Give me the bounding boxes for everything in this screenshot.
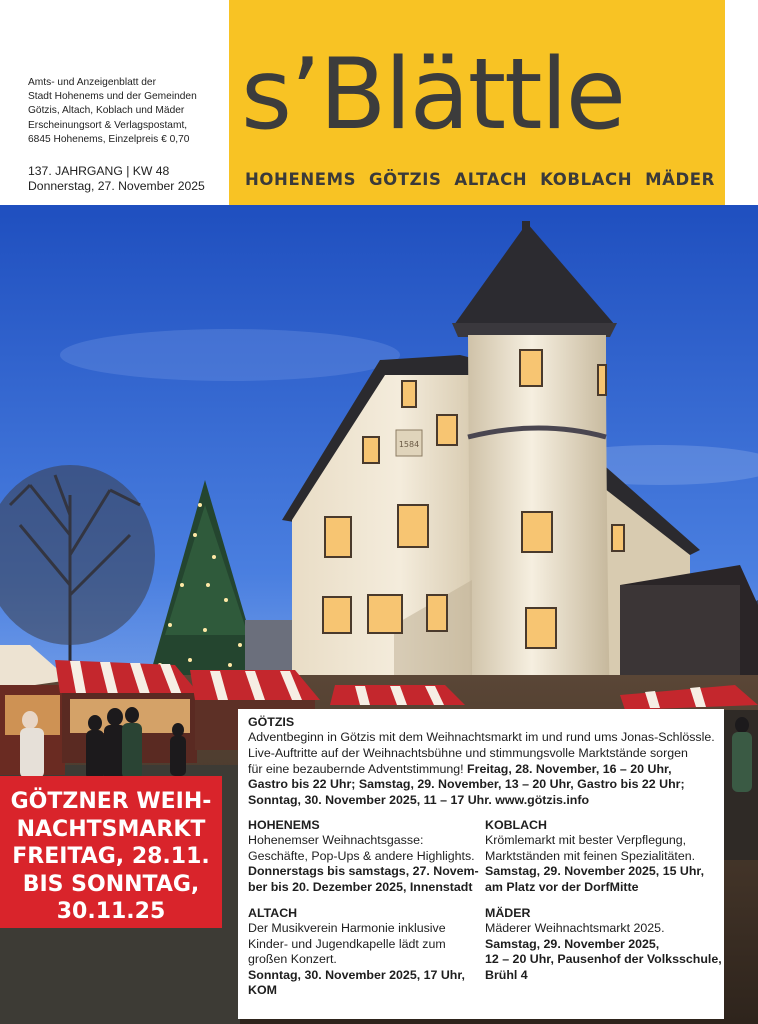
imprint-line: Stadt Hohenems und der Gemeinden: [28, 91, 197, 103]
section-text: Mäderer Weihnachtsmarkt 2025.: [485, 921, 665, 935]
promo-box: [0, 776, 222, 928]
promo-line: GÖTZNER WEIH-: [10, 789, 212, 814]
section-dates: Sonntag, 30. November 2025, 17 Uhr,: [248, 967, 465, 982]
issue-volume: 137. JAHRGANG | KW 48: [28, 164, 170, 178]
section-text: Live-Auftritte auf der Weihnachtsbühne und stimmungsvolle Marktstände sorgen: [248, 745, 688, 760]
imprint-line: Erscheinungsort & Verlagspostamt,: [28, 119, 188, 131]
section-dates: Brühl 4: [485, 967, 528, 982]
masthead-towns: [245, 170, 715, 189]
section-heading: MÄDER: [485, 906, 531, 920]
masthead-banner: [229, 0, 725, 216]
promo-line: 30.11.25: [56, 899, 166, 924]
masthead-title: s’Blättle: [241, 38, 625, 152]
town-koblach: KOBLACH: [540, 170, 633, 189]
town-altach: ALTACH: [454, 170, 528, 189]
section-heading: GÖTZIS: [248, 715, 295, 729]
section-text: Krömlemarkt mit bester Verpflegung,: [485, 833, 687, 847]
section-dates: am Platz vor der DorfMitte: [485, 879, 639, 894]
section-dates: KOM: [248, 983, 277, 998]
cloud: [60, 329, 400, 381]
section-hohenems: [248, 818, 480, 895]
section-text-part: für eine bezaubernde Adventstimmung!: [248, 761, 468, 776]
section-maeder: [485, 906, 722, 983]
section-text: Hohenemser Weihnachtsgasse:: [248, 833, 424, 847]
section-dates: Sonntag, 30. November 2025, 11 – 17 Uhr. www.götzis.info: [248, 793, 590, 808]
issue-date: Donnerstag, 27. November 2025: [28, 179, 205, 194]
event-info-panel: [238, 709, 724, 1019]
section-text: Kinder- und Jugendkapelle lädt zum: [248, 936, 446, 951]
section-dates: Samstag, 29. November 2025,: [485, 936, 660, 951]
section-dates: 12 – 20 Uhr, Pausenhof der Volksschule,: [485, 952, 722, 967]
promo-line: NACHTSMARKT: [16, 816, 206, 842]
section-dates: ber bis 20. Dezember 2025, Innenstadt: [248, 879, 473, 894]
imprint-text: [28, 76, 228, 147]
section-heading: KOBLACH: [485, 818, 547, 832]
section-altach: [248, 906, 480, 999]
section-text: Geschäfte, Pop-Ups & andere Highlights.: [248, 848, 475, 863]
section-text: Adventbeginn in Götzis mit dem Weihnachtsmarkt im und rund ums Jonas-Schlössle.: [248, 730, 715, 744]
promo-line: BIS SONNTAG,: [22, 871, 200, 897]
section-dates: Freitag, 28. November, 16 – 20 Uhr,: [467, 761, 672, 776]
section-text: großen Konzert.: [248, 952, 337, 967]
section-dates: Gastro bis 22 Uhr; Samstag, 29. November, 13 – 20 Uhr, Gastro bis 22 Uhr;: [248, 777, 685, 792]
imprint-line: 6845 Hohenems, Einzelpreis € 0,70: [28, 133, 190, 145]
section-goetzis: [248, 715, 722, 809]
imprint-line: Amts- und Anzeigenblatt der: [28, 77, 156, 88]
town-goetzis: GÖTZIS: [369, 170, 442, 189]
plaque-year: 1584: [398, 440, 420, 449]
section-koblach: [485, 818, 717, 895]
section-text: [248, 762, 722, 778]
section-dates: Samstag, 29. November 2025, 15 Uhr,: [485, 864, 705, 879]
issue-info: [28, 164, 228, 195]
section-dates: Donnerstags bis samstags, 27. Novem-: [248, 864, 479, 879]
section-text: Marktständen mit feinen Spezialitäten.: [485, 848, 696, 863]
imprint-line: Götzis, Altach, Koblach und Mäder: [28, 105, 185, 117]
section-heading: ALTACH: [248, 906, 298, 920]
section-text: Der Musikverein Harmonie inklusive: [248, 921, 446, 935]
section-heading: HOHENEMS: [248, 818, 320, 832]
town-maeder: MÄDER: [645, 170, 715, 189]
town-hohenems: HOHENEMS: [245, 170, 357, 189]
promo-line: FREITAG, 28.11.: [12, 844, 210, 869]
